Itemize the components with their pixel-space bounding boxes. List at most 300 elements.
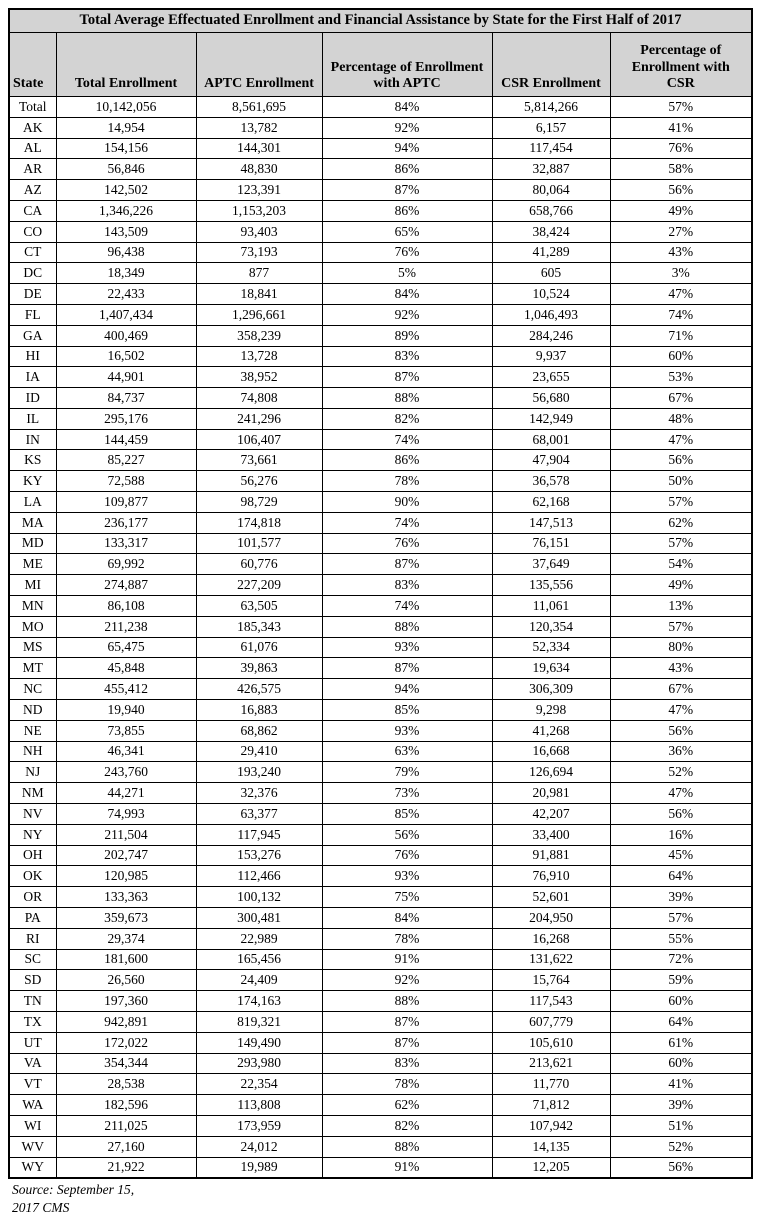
cell-aptc-enrollment: 19,989 [196,1157,322,1178]
cell-aptc-enrollment: 426,575 [196,679,322,700]
cell-csr-enrollment: 52,601 [492,887,610,908]
cell-total-enrollment: 26,560 [56,970,196,991]
cell-aptc-enrollment: 193,240 [196,762,322,783]
cell-state: CT [9,242,56,263]
cell-aptc-enrollment: 98,729 [196,492,322,513]
cell-total-enrollment: 16,502 [56,346,196,367]
cell-pct-aptc: 65% [322,221,492,242]
cell-aptc-enrollment: 48,830 [196,159,322,180]
cell-pct-csr: 39% [610,887,752,908]
table-row [9,1012,752,1033]
cell-pct-csr: 49% [610,200,752,221]
cell-aptc-enrollment: 174,818 [196,512,322,533]
table-row [9,554,752,575]
table-row [9,679,752,700]
table-row [9,783,752,804]
cell-pct-csr: 56% [610,180,752,201]
cell-pct-aptc: 93% [322,637,492,658]
table-row [9,471,752,492]
cell-pct-csr: 49% [610,575,752,596]
cell-pct-csr: 3% [610,263,752,284]
cell-state: OK [9,866,56,887]
cell-pct-csr: 57% [610,616,752,637]
cell-pct-csr: 60% [610,1053,752,1074]
cell-total-enrollment: 85,227 [56,450,196,471]
cell-total-enrollment: 65,475 [56,637,196,658]
cell-total-enrollment: 181,600 [56,949,196,970]
cell-csr-enrollment: 117,543 [492,991,610,1012]
cell-total-enrollment: 142,502 [56,180,196,201]
cell-total-enrollment: 133,317 [56,533,196,554]
cell-csr-enrollment: 9,298 [492,700,610,721]
cell-pct-aptc: 86% [322,450,492,471]
cell-pct-aptc: 94% [322,679,492,700]
cell-state: GA [9,325,56,346]
cell-csr-enrollment: 32,887 [492,159,610,180]
cell-state: ME [9,554,56,575]
cell-pct-aptc: 76% [322,242,492,263]
cell-total-enrollment: 455,412 [56,679,196,700]
cell-csr-enrollment: 36,578 [492,471,610,492]
cell-pct-aptc: 82% [322,1115,492,1136]
cell-total-enrollment: 27,160 [56,1136,196,1157]
cell-total-enrollment: 10,142,056 [56,96,196,117]
table-row [9,325,752,346]
table-row [9,284,752,305]
cell-state: NH [9,741,56,762]
cell-state: TN [9,991,56,1012]
cell-total-enrollment: 295,176 [56,408,196,429]
cell-aptc-enrollment: 819,321 [196,1012,322,1033]
cell-pct-csr: 60% [610,991,752,1012]
cell-csr-enrollment: 607,779 [492,1012,610,1033]
cell-pct-csr: 72% [610,949,752,970]
cell-total-enrollment: 143,509 [56,221,196,242]
cell-pct-csr: 57% [610,908,752,929]
cell-pct-csr: 58% [610,159,752,180]
cell-aptc-enrollment: 113,808 [196,1095,322,1116]
cell-state: OH [9,845,56,866]
cell-pct-aptc: 56% [322,824,492,845]
cell-aptc-enrollment: 173,959 [196,1115,322,1136]
cell-total-enrollment: 197,360 [56,991,196,1012]
cell-csr-enrollment: 23,655 [492,367,610,388]
column-header-row [9,32,752,96]
cell-aptc-enrollment: 22,989 [196,928,322,949]
cell-total-enrollment: 172,022 [56,1032,196,1053]
source-note [12,1181,751,1216]
table-row [9,159,752,180]
cell-pct-csr: 56% [610,720,752,741]
cell-aptc-enrollment: 358,239 [196,325,322,346]
cell-pct-aptc: 75% [322,887,492,908]
cell-state: AL [9,138,56,159]
cell-aptc-enrollment: 112,466 [196,866,322,887]
table-row [9,138,752,159]
cell-pct-aptc: 87% [322,367,492,388]
table-row [9,596,752,617]
cell-pct-csr: 52% [610,1136,752,1157]
column-header-pct-enrollment-csr: Percentage of Enrollment with CSR [610,32,752,96]
cell-state: MD [9,533,56,554]
cell-aptc-enrollment: 293,980 [196,1053,322,1074]
table-row [9,96,752,117]
cell-csr-enrollment: 131,622 [492,949,610,970]
cell-csr-enrollment: 213,621 [492,1053,610,1074]
cell-total-enrollment: 236,177 [56,512,196,533]
cell-total-enrollment: 154,156 [56,138,196,159]
cell-aptc-enrollment: 185,343 [196,616,322,637]
cell-state: FL [9,304,56,325]
cell-total-enrollment: 359,673 [56,908,196,929]
table-row [9,408,752,429]
cell-csr-enrollment: 20,981 [492,783,610,804]
table-row [9,388,752,409]
cell-pct-csr: 67% [610,679,752,700]
cell-pct-csr: 67% [610,388,752,409]
cell-pct-aptc: 84% [322,96,492,117]
table-row [9,949,752,970]
cell-state: PA [9,908,56,929]
cell-csr-enrollment: 284,246 [492,325,610,346]
cell-aptc-enrollment: 227,209 [196,575,322,596]
cell-state: AR [9,159,56,180]
cell-aptc-enrollment: 8,561,695 [196,96,322,117]
cell-pct-aptc: 62% [322,1095,492,1116]
cell-total-enrollment: 22,433 [56,284,196,305]
cell-csr-enrollment: 126,694 [492,762,610,783]
cell-aptc-enrollment: 32,376 [196,783,322,804]
cell-state: CA [9,200,56,221]
table-row [9,887,752,908]
cell-pct-csr: 51% [610,1115,752,1136]
table-row [9,1032,752,1053]
cell-csr-enrollment: 47,904 [492,450,610,471]
cell-pct-aptc: 91% [322,949,492,970]
table-row [9,304,752,325]
cell-state: WI [9,1115,56,1136]
cell-state: HI [9,346,56,367]
cell-pct-csr: 62% [610,512,752,533]
cell-total-enrollment: 21,922 [56,1157,196,1178]
cell-pct-aptc: 88% [322,388,492,409]
cell-aptc-enrollment: 123,391 [196,180,322,201]
cell-total-enrollment: 44,901 [56,367,196,388]
cell-state: NY [9,824,56,845]
cell-state: ND [9,700,56,721]
cell-aptc-enrollment: 13,782 [196,117,322,138]
table-row [9,1053,752,1074]
table-row [9,908,752,929]
cell-total-enrollment: 19,940 [56,700,196,721]
cell-csr-enrollment: 605 [492,263,610,284]
cell-pct-csr: 41% [610,117,752,138]
cell-pct-csr: 56% [610,804,752,825]
table-row [9,492,752,513]
cell-total-enrollment: 14,954 [56,117,196,138]
cell-pct-aptc: 84% [322,284,492,305]
cell-state: WY [9,1157,56,1178]
cell-state: IA [9,367,56,388]
cell-aptc-enrollment: 60,776 [196,554,322,575]
cell-csr-enrollment: 204,950 [492,908,610,929]
cell-pct-csr: 56% [610,1157,752,1178]
cell-total-enrollment: 1,346,226 [56,200,196,221]
column-header-csr-enrollment: CSR Enrollment [492,32,610,96]
cell-total-enrollment: 354,344 [56,1053,196,1074]
cell-csr-enrollment: 11,770 [492,1074,610,1095]
cell-total-enrollment: 1,407,434 [56,304,196,325]
cell-state: DC [9,263,56,284]
cell-total-enrollment: 942,891 [56,1012,196,1033]
cell-state: DE [9,284,56,305]
table-row [9,1115,752,1136]
cell-pct-aptc: 87% [322,658,492,679]
cell-total-enrollment: 69,992 [56,554,196,575]
cell-total-enrollment: 109,877 [56,492,196,513]
cell-aptc-enrollment: 56,276 [196,471,322,492]
cell-pct-csr: 41% [610,1074,752,1095]
cell-pct-csr: 47% [610,429,752,450]
column-header-total-enrollment: Total Enrollment [56,32,196,96]
cell-state: MA [9,512,56,533]
cell-pct-aptc: 78% [322,471,492,492]
cell-state: CO [9,221,56,242]
source-note-line2: 2017 CMS [12,1199,70,1215]
cell-csr-enrollment: 9,937 [492,346,610,367]
table-row [9,762,752,783]
table-row [9,741,752,762]
cell-aptc-enrollment: 16,883 [196,700,322,721]
cell-state: KS [9,450,56,471]
cell-pct-aptc: 5% [322,263,492,284]
table-row [9,824,752,845]
cell-aptc-enrollment: 63,377 [196,804,322,825]
cell-pct-csr: 53% [610,367,752,388]
cell-pct-csr: 45% [610,845,752,866]
cell-aptc-enrollment: 877 [196,263,322,284]
cell-csr-enrollment: 16,668 [492,741,610,762]
table-row [9,928,752,949]
cell-state: NE [9,720,56,741]
cell-state: VA [9,1053,56,1074]
cell-csr-enrollment: 107,942 [492,1115,610,1136]
cell-csr-enrollment: 105,610 [492,1032,610,1053]
cell-csr-enrollment: 16,268 [492,928,610,949]
cell-state: VT [9,1074,56,1095]
cell-pct-csr: 16% [610,824,752,845]
cell-pct-aptc: 87% [322,554,492,575]
cell-aptc-enrollment: 117,945 [196,824,322,845]
cell-csr-enrollment: 76,910 [492,866,610,887]
cell-state: MI [9,575,56,596]
cell-pct-aptc: 85% [322,700,492,721]
cell-total-enrollment: 202,747 [56,845,196,866]
cell-pct-csr: 61% [610,1032,752,1053]
table-row [9,512,752,533]
cell-state: NV [9,804,56,825]
cell-pct-csr: 55% [610,928,752,949]
cell-pct-aptc: 83% [322,575,492,596]
cell-state: UT [9,1032,56,1053]
cell-pct-aptc: 83% [322,1053,492,1074]
table-body [9,96,752,1178]
table-row [9,263,752,284]
cell-pct-csr: 27% [610,221,752,242]
table-row [9,221,752,242]
cell-pct-aptc: 89% [322,325,492,346]
cell-state: RI [9,928,56,949]
cell-pct-aptc: 90% [322,492,492,513]
table-row [9,637,752,658]
cell-state: MO [9,616,56,637]
cell-csr-enrollment: 135,556 [492,575,610,596]
cell-csr-enrollment: 71,812 [492,1095,610,1116]
cell-pct-csr: 80% [610,637,752,658]
cell-total-enrollment: 96,438 [56,242,196,263]
cell-pct-csr: 64% [610,866,752,887]
cell-pct-csr: 60% [610,346,752,367]
cell-pct-aptc: 86% [322,159,492,180]
cell-pct-csr: 47% [610,700,752,721]
cell-total-enrollment: 86,108 [56,596,196,617]
cell-pct-aptc: 83% [322,346,492,367]
cell-pct-csr: 47% [610,783,752,804]
cell-csr-enrollment: 56,680 [492,388,610,409]
cell-state: SC [9,949,56,970]
cell-total-enrollment: 211,238 [56,616,196,637]
cell-pct-csr: 71% [610,325,752,346]
cell-total-enrollment: 45,848 [56,658,196,679]
cell-pct-aptc: 79% [322,762,492,783]
table-row [9,845,752,866]
cell-state: WV [9,1136,56,1157]
cell-state: TX [9,1012,56,1033]
cell-pct-aptc: 74% [322,429,492,450]
source-note-line1: Source: September 15, [12,1182,135,1198]
cell-csr-enrollment: 14,135 [492,1136,610,1157]
cell-aptc-enrollment: 73,661 [196,450,322,471]
cell-pct-csr: 39% [610,1095,752,1116]
cell-pct-aptc: 88% [322,991,492,1012]
cell-csr-enrollment: 91,881 [492,845,610,866]
cell-aptc-enrollment: 61,076 [196,637,322,658]
cell-aptc-enrollment: 93,403 [196,221,322,242]
cell-state: NJ [9,762,56,783]
cell-pct-aptc: 86% [322,200,492,221]
cell-aptc-enrollment: 63,505 [196,596,322,617]
cell-pct-csr: 50% [610,471,752,492]
cell-pct-csr: 74% [610,304,752,325]
cell-pct-csr: 13% [610,596,752,617]
cell-total-enrollment: 400,469 [56,325,196,346]
cell-csr-enrollment: 658,766 [492,200,610,221]
cell-csr-enrollment: 10,524 [492,284,610,305]
cell-pct-aptc: 91% [322,1157,492,1178]
cell-state: KY [9,471,56,492]
table-row [9,866,752,887]
cell-aptc-enrollment: 300,481 [196,908,322,929]
cell-total-enrollment: 44,271 [56,783,196,804]
table-row [9,1095,752,1116]
cell-state: NM [9,783,56,804]
cell-csr-enrollment: 306,309 [492,679,610,700]
cell-csr-enrollment: 52,334 [492,637,610,658]
cell-aptc-enrollment: 13,728 [196,346,322,367]
cell-state: AZ [9,180,56,201]
cell-csr-enrollment: 11,061 [492,596,610,617]
cell-pct-aptc: 76% [322,845,492,866]
cell-csr-enrollment: 37,649 [492,554,610,575]
cell-pct-csr: 36% [610,741,752,762]
cell-pct-aptc: 74% [322,512,492,533]
cell-total-enrollment: 29,374 [56,928,196,949]
table-row [9,575,752,596]
cell-pct-csr: 76% [610,138,752,159]
cell-pct-aptc: 87% [322,180,492,201]
column-header-aptc-enrollment: APTC Enrollment [196,32,322,96]
cell-state: LA [9,492,56,513]
cell-state: IL [9,408,56,429]
cell-pct-csr: 54% [610,554,752,575]
cell-csr-enrollment: 1,046,493 [492,304,610,325]
cell-csr-enrollment: 38,424 [492,221,610,242]
table-title: Total Average Effectuated Enrollment and Financial Assistance by State for the First Half of 2017 [9,9,752,32]
cell-csr-enrollment: 33,400 [492,824,610,845]
cell-pct-aptc: 85% [322,804,492,825]
table-row [9,720,752,741]
cell-aptc-enrollment: 106,407 [196,429,322,450]
cell-pct-aptc: 82% [322,408,492,429]
cell-csr-enrollment: 6,157 [492,117,610,138]
cell-state: WA [9,1095,56,1116]
cell-aptc-enrollment: 101,577 [196,533,322,554]
cell-total-enrollment: 211,504 [56,824,196,845]
cell-pct-csr: 64% [610,1012,752,1033]
cell-total-enrollment: 74,993 [56,804,196,825]
cell-state: Total [9,96,56,117]
table-row [9,117,752,138]
cell-aptc-enrollment: 74,808 [196,388,322,409]
cell-total-enrollment: 144,459 [56,429,196,450]
cell-total-enrollment: 84,737 [56,388,196,409]
cell-pct-csr: 47% [610,284,752,305]
table-row [9,533,752,554]
table-row [9,242,752,263]
cell-csr-enrollment: 41,268 [492,720,610,741]
cell-aptc-enrollment: 144,301 [196,138,322,159]
cell-csr-enrollment: 142,949 [492,408,610,429]
cell-pct-aptc: 93% [322,866,492,887]
cell-pct-csr: 52% [610,762,752,783]
cell-pct-csr: 57% [610,533,752,554]
cell-pct-csr: 48% [610,408,752,429]
cell-pct-csr: 57% [610,96,752,117]
cell-pct-aptc: 76% [322,533,492,554]
cell-pct-aptc: 63% [322,741,492,762]
table-row [9,804,752,825]
cell-aptc-enrollment: 22,354 [196,1074,322,1095]
cell-pct-csr: 43% [610,242,752,263]
table-row [9,991,752,1012]
table-row [9,616,752,637]
cell-total-enrollment: 182,596 [56,1095,196,1116]
cell-pct-aptc: 92% [322,970,492,991]
cell-aptc-enrollment: 24,409 [196,970,322,991]
cell-pct-csr: 57% [610,492,752,513]
cell-csr-enrollment: 41,289 [492,242,610,263]
cell-total-enrollment: 73,855 [56,720,196,741]
